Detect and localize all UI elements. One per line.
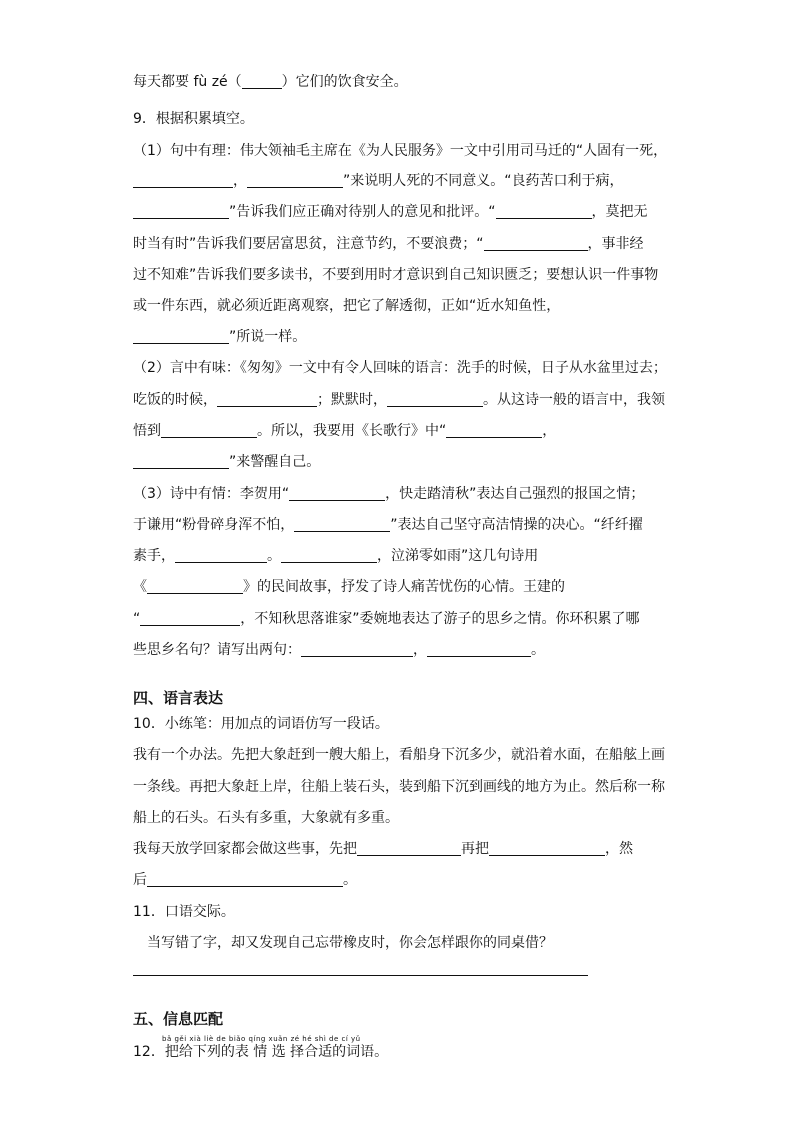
q9-p1-line4: 时当有时”告诉我们要居富思贫，注意节约，不要浪费；“ ，事非经 bbox=[133, 236, 644, 252]
answer-blank[interactable] bbox=[161, 423, 257, 438]
q9-p3-line5: “ ，不知秋思落谁家”委婉地表达了游子的思乡之情。你环积累了哪 bbox=[133, 611, 640, 627]
answer-blank[interactable] bbox=[289, 486, 385, 501]
q9-p2-line3: 悟到 。所以，我要用《长歌行》中“ ， bbox=[133, 423, 557, 439]
answer-blank[interactable] bbox=[427, 642, 531, 657]
answer-blank[interactable] bbox=[133, 173, 233, 188]
answer-blank[interactable] bbox=[387, 392, 483, 407]
answer-blank[interactable] bbox=[242, 74, 282, 89]
q8-tail-line: 每天都要 fù zé（ ）它们的饮食安全。 bbox=[133, 74, 408, 90]
answer-blank[interactable] bbox=[294, 517, 390, 532]
q12-text: 12．把给下列的表 情 选 择合适的词语。 bbox=[133, 1044, 389, 1060]
answer-blank[interactable] bbox=[140, 611, 240, 626]
q10-passage-line1: 我有一个办法。先把大象赶到一艘大船上，看船身下沉多少，就沿着水面，在船舷上画 bbox=[133, 747, 665, 763]
answer-blank[interactable] bbox=[133, 329, 229, 344]
q9-p1-line2: ， ”来说明人死的不同意义。“良药苦口利于病， bbox=[133, 172, 673, 190]
q11-answer-line[interactable] bbox=[133, 975, 588, 976]
q9-p3-line2: 于谦用“粉骨碎身浑不怕， ”表达自己坚守高洁情操的决心。“纤纤擢 bbox=[133, 517, 643, 533]
q10-task-line1: 我每天放学回家都会做这些事，先把 再把 ，然 bbox=[133, 841, 633, 857]
q10-passage-line3: 船上的石头。石头有多重，大象就有多重。 bbox=[133, 810, 399, 826]
answer-blank[interactable] bbox=[281, 548, 377, 563]
q9-p1-line6: 或一件东西，就必须近距离观察，把它了解透彻，正如“近水知鱼性， bbox=[133, 298, 561, 314]
answer-blank[interactable] bbox=[175, 548, 267, 563]
answer-blank[interactable] bbox=[133, 454, 229, 469]
answer-blank[interactable] bbox=[301, 642, 413, 657]
q10-passage-line2: 一条线。再把大象赶上岸，往船上装石头，装到船下沉到画线的地方为止。然后称一称 bbox=[133, 779, 665, 795]
q9-p3-line1: （3）诗中有情：李贺用“ ，快走踏清秋”表达自己强烈的报国之情； bbox=[133, 486, 645, 502]
answer-blank[interactable] bbox=[446, 423, 542, 438]
q10-title: 10．小练笔：用加点的词语仿写一段话。 bbox=[133, 716, 389, 732]
q9-p1-line7: ”所说一样。 bbox=[133, 328, 673, 346]
q10-task-line2: 后 。 bbox=[133, 872, 357, 888]
q9-p1-line1: （1）句中有理：伟大领袖毛主席在《为人民服务》一文中引用司马迁的“人固有一死， bbox=[133, 143, 668, 159]
q12-pinyin: bǎ gěi xià liè de biǎo qíng xuǎn zé hé shì de cí yǔ bbox=[162, 1035, 361, 1043]
answer-blank[interactable] bbox=[217, 392, 317, 407]
answer-blank[interactable] bbox=[496, 204, 592, 219]
q9-p2-line1: （2）言中有味：《匆匆》一文中有令人回味的语言：洗手的时候，日子从水盆里过去； bbox=[133, 360, 667, 376]
section-heading: 四、语言表达 bbox=[133, 689, 224, 707]
q9-p1-line3: ”告诉我们应正确对待别人的意见和批评。“ ，莫把无 bbox=[133, 203, 673, 221]
q11-title: 11．口语交际。 bbox=[133, 904, 235, 920]
q9-p3-line3: 素手， 。 ，泣涕零如雨”这几句诗用 bbox=[133, 548, 539, 564]
q9-p2-line2: 吃饭的时候， ；默默时， 。从这诗一般的语言中，我领 bbox=[133, 392, 665, 408]
q11-question: 当写错了字，却又发现自己忘带橡皮时，你会怎样跟你的同桌借？ bbox=[147, 935, 553, 951]
answer-blank[interactable] bbox=[489, 841, 605, 856]
answer-blank[interactable] bbox=[357, 841, 461, 856]
answer-blank[interactable] bbox=[147, 579, 243, 594]
q9-p3-line4: 《 》的民间故事，抒发了诗人痛苦忧伤的心情。王建的 bbox=[133, 579, 565, 595]
section-heading: 五、信息匹配 bbox=[133, 1010, 224, 1028]
q9-p2-line4: ”来警醒自己。 bbox=[133, 453, 673, 471]
answer-blank[interactable] bbox=[247, 173, 343, 188]
q9-title: 9．根据积累填空。 bbox=[133, 111, 254, 127]
q9-p1-line5: 过不知难”告诉我们要多读书，不要到用时才意识到自己知识匮乏；要想认识一件事物 bbox=[133, 267, 659, 283]
answer-blank[interactable] bbox=[133, 204, 229, 219]
q9-p3-line6: 些思乡名句？请写出两句： ， 。 bbox=[133, 642, 545, 658]
answer-blank[interactable] bbox=[484, 236, 588, 251]
answer-blank[interactable] bbox=[147, 872, 343, 887]
